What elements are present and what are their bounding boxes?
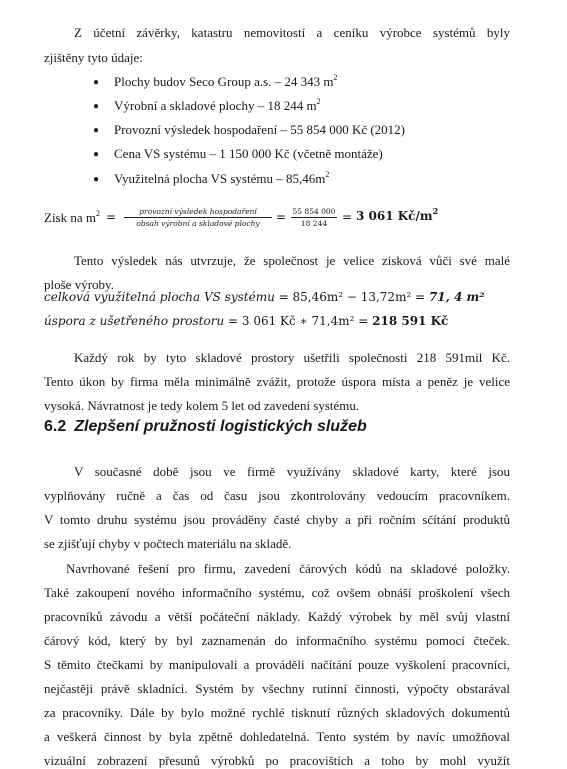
para2-line-2: Tento úkon by firma měla minimálně zvážit, protože úspora místa a peněz je velice [44,374,510,389]
usable-area-formula [44,289,484,305]
space-saving-formula [44,313,448,329]
para4-line-4: čárový kód, který by byl zaznamenán do informačního systému pomocí čteček. [44,633,510,648]
para3-line-3: V tomto druhu systému jsou prováděny časté chyby a při ročním sčítání produktů [44,512,510,527]
formula-fraction [124,206,272,229]
fraction-denominator: obsah výrobní a skladové plochy [136,219,260,228]
formula-expression: = 3 061 Kč ∗ 71,4m² = [224,314,373,328]
formula-label: celková využitelná plocha VS systému = [44,290,293,304]
para4-line-5: S těmito čtečkami by manipulovali a prováděli načítání pouze vyškolení pracovníci, [44,657,510,672]
formula-result: 3 061 $Kč/m^2$ [356,206,439,223]
bullet-item: Využitelná plocha VS systému – $85,46m^2$ [114,170,330,186]
formula-result: 71, 4 m² [428,290,485,304]
para1-line-1: Tento výsledek nás utvrzuje, že společnost je velice zisková vůči své malé [74,253,510,268]
section-number: 6.2 [44,418,67,435]
formula-result: 218 591 Kč [372,314,449,328]
fraction-numerator: provozní výsledek hospodaření [124,206,272,218]
bullet-icon: ● [93,101,100,112]
formula-label: Zisk na $m^2$ [44,209,100,225]
para4-line-1: Navrhované řešení pro firmu, zavedení čárových kódů na skladové položky. [66,561,510,576]
value-numerator: 55 854 000 [292,207,336,216]
value-denominator: 18 244 [300,219,328,228]
para4-line-2: Také zakoupení nového informačního systému, což ovšem obnáší proškolení všech [44,585,510,600]
para2-line-3: vysoká. Návratnost je tedy kolem 5 let od zavedení systému. [44,398,360,413]
bullet-item: Provozní výsledek hospodaření – 55 854 000 Kč (2012) [114,122,406,137]
bullet-icon: ● [93,125,100,136]
formula-label: úspora z ušetřeného prostoru [44,314,225,328]
para3-line-4: se zjišťují chyby v počtech materiálu na skladě. [44,536,292,551]
intro-line-2: zjištěny tyto údaje: [44,50,143,65]
para4-line-9: vizuální zobrazení přesunů výrobků po pracovištích a toho by mohl využít [44,753,510,768]
section-heading [44,418,367,436]
para3-line-2: vyplňovány ručně a čas od času jsou zkontrolovány vedoucím pracovníkem. [44,488,510,503]
intro-line-1: Z účetní závěrky, katastru nemovitostí a ceníku výrobce systémů byly [74,25,510,40]
value-fraction [291,206,337,229]
para4-line-8: a veškerá činnost by byla zpětně dohledatelná. Tento systém by navíc umožňoval [44,729,510,744]
para1-line-2: ploše výroby. [44,277,114,292]
bullet-item: Výrobní a skladové plochy – 18 244 $m^2$ [114,97,321,113]
bullet-icon: ● [93,174,100,185]
formula-expression: 85,46m² − 13,72m² = [292,290,429,304]
para4-line-3: pracovníků závodu a větší počáteční náklady. Každý výrobek by měl svůj vlastní [44,609,510,624]
bullet-icon: ● [93,77,100,88]
bullet-icon: ● [93,149,100,160]
bullet-item: Plochy budov Seco Group a.s. – 24 343 $m^2$ [114,73,338,89]
bullet-item: Cena VS systému – 1 150 000 Kč (včetně montáže) [114,146,383,161]
para4-line-7: za pracovníky. Dále by bylo možné rychlé tisknutí různých skladových dokumentů [44,705,510,720]
para4-line-6: nejčastěji právě skladníci. Systém by všechny rutinní činnosti, výpočty obstarával [44,681,510,696]
equals-sign: = [342,210,353,224]
para3-line-1: V současné době jsou ve firmě využívány skladové karty, které jsou [74,464,510,479]
para2-line-1: Každý rok by tyto skladové prostory ušetřili společnosti 218 591mil Kč. [74,350,510,365]
equals-sign: = [106,210,117,224]
section-title: Zlepšení pružnosti logistických služeb [74,418,367,435]
equals-sign: = [276,210,287,224]
